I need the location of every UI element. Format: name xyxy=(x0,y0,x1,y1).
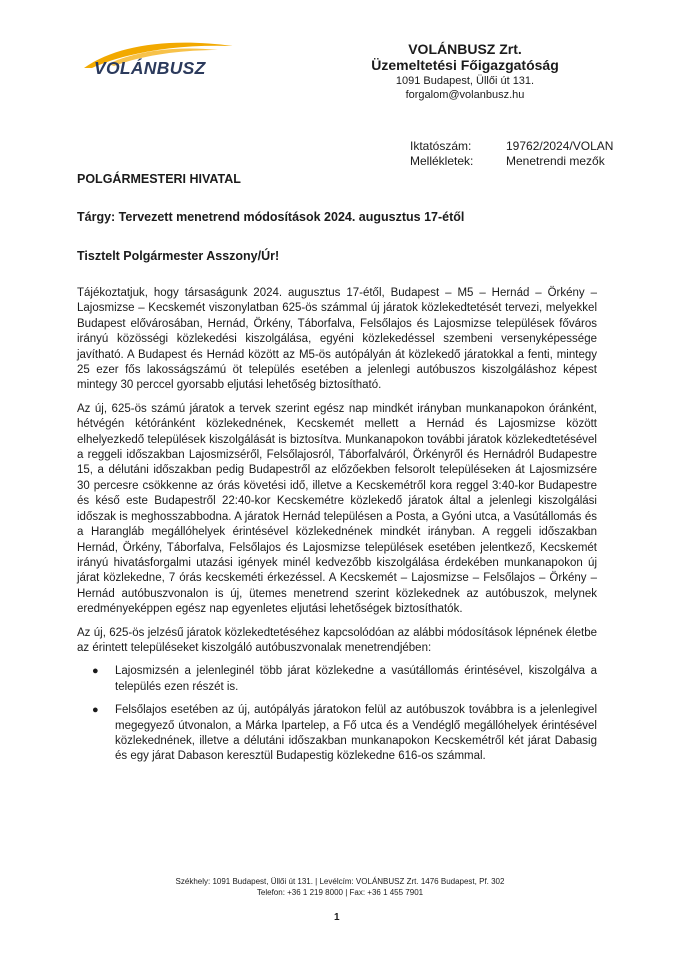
bullet-text: Lajosmizsén a jelenleginél több járat közlekedne a vasútállomás érintésével, kiszolgálva a település ezen részét is. xyxy=(115,665,597,693)
volanbusz-logo xyxy=(78,38,248,88)
footer-address: Székhely: 1091 Budapest, Üllői út 131. | Levélcím: VOLÁNBUSZ Zrt. 1476 Budapest, Pf. 302 xyxy=(175,877,505,886)
bullet-icon: ● xyxy=(92,665,99,678)
recipient: POLGÁRMESTERI HIVATAL xyxy=(77,172,241,186)
footer-contact: Telefon: +36 1 219 8000 | Fax: +36 1 455 7901 xyxy=(256,888,424,897)
company-email: forgalom@volanbusz.hu xyxy=(405,89,525,101)
reference-label: Iktatószám: xyxy=(410,139,472,153)
attachments-row xyxy=(410,154,613,169)
bullet-item xyxy=(77,664,597,695)
paragraph: Az új, 625-ös jelzésű járatok közlekedtetéséhez kapcsolódóan az alábbi módosítások lépnének életbe az érintett településeket kiszolgáló autóbuszvonalak menetrendjében: xyxy=(77,626,597,654)
bullet-icon: ● xyxy=(92,704,99,717)
letter-body xyxy=(77,286,597,773)
reference-value: 19762/2024/VOLAN xyxy=(506,139,614,153)
company-name: VOLÁNBUSZ Zrt. xyxy=(408,41,522,57)
reference-block xyxy=(410,139,613,169)
page-number: 1 xyxy=(334,912,340,923)
reference-row xyxy=(410,139,613,154)
bullet-list xyxy=(77,664,597,764)
paragraph: Az új, 625-ös számú járatok a tervek szerint egész nap mindkét irányban munkanapokon óránként, hétvégén kétóránként közlekednének, Kecskemét mellett a Hernád és Lajosmizse között elhelyezkedő települések kiszolgálását is biztosítva. Munkanapokon további járatok közlekedtetésével a reggeli időszakban Lajosmizséről, Felsőlajosról, Táborfalváról, Örkényről és Hernádról Budapestre 15, a délutáni időszakban pedig Budapestről az előzőekben felsorolt településeken át Lajosmizsére 30 percesre csökkenne az órás követési idő, illetve a Kecskemétről kora reggel 3:40-kor Budapestre és késő este Budapestről 22:40-kor Kecskemétre közlekedő járatok által a jelenlegi kiszolgálási időszak is meghosszabbodna. A járatok Hernád településen a Posta, a Gyóni utca, a Vasútállomás és a Harangláb megállóhelyek érintésével közlekednének mindkét irányban. A reggeli időszakban Hernád, Örkény, Táborfalva, Felsőlajos és Lajosmizse települések esetében jelentkező, Kecskemét irányú hivatásforgalmi utazási igények minél kedvezőbb kiszolgálása érdekében munkanapokon új járat közlekedne, 7 órás kecskeméti érkezéssel. A Kecskemét – Lajosmizse – Felsőlajos – Örkény – Hernád autóbuszvonalon is új, ütemes menetrend szerint közlekednek az autóbuszok, melynek eredményeképpen egész nap egyenletes eljutási lehetőségek biztosíthatók. xyxy=(77,402,597,616)
department-name: Üzemeltetési Főigazgatóság xyxy=(371,57,559,73)
company-header xyxy=(340,41,590,102)
attachments-value: Menetrendi mezők xyxy=(506,154,605,168)
salutation: Tisztelt Polgármester Asszony/Úr! xyxy=(77,249,280,263)
attachments-label: Mellékletek: xyxy=(410,154,474,168)
bullet-item xyxy=(77,703,597,765)
page-footer xyxy=(140,876,540,898)
subject-line: Tárgy: Tervezett menetrend módosítások 2024. augusztus 17-étől xyxy=(77,210,465,224)
logo-text: VOLÁNBUSZ xyxy=(94,58,206,78)
bullet-text: Felsőlajos esetében az új, autópályás járatokon felül az autóbuszok továbbra is a jelenlegivel megegyező útvonalon, a Márka Ipartelep, a Fő utca és a Vendéglő megállóhelyek érintésével közlekednének, illetve a délutáni időszakban munkanapokon Kecskemétről két járat Dabasig és egy járat Dabason keresztül Budapestig közlekedne 616-os számmal. xyxy=(115,704,597,763)
company-address: 1091 Budapest, Üllői út 131. xyxy=(395,75,535,87)
paragraph: Tájékoztatjuk, hogy társaságunk 2024. augusztus 17-étől, Budapest – M5 – Hernád – Örkény – Lajosmizse – Kecskemét viszonylatban 625-ös számmal új járatok közlekedtetését tervezi, melyekkel Budapest elővárosában, Hernád, Örkény, Táborfalva, Felsőlajos és Lajosmizse települések főváros irányú közösségi közlekedési kiszolgálása, egyéni közlekedéssel szembeni versenyképessége javítható. A Budapest és Hernád között az M5-ös autópályán át közlekedő járatokkal a fenti, mintegy 25 ezer fős lakosságszámú öt település esetében a jelenlegi autóbuszos kiszolgáláshoz képest mintegy 30 perccel gyorsabb eljutási lehetőség biztosítható. xyxy=(77,287,597,392)
